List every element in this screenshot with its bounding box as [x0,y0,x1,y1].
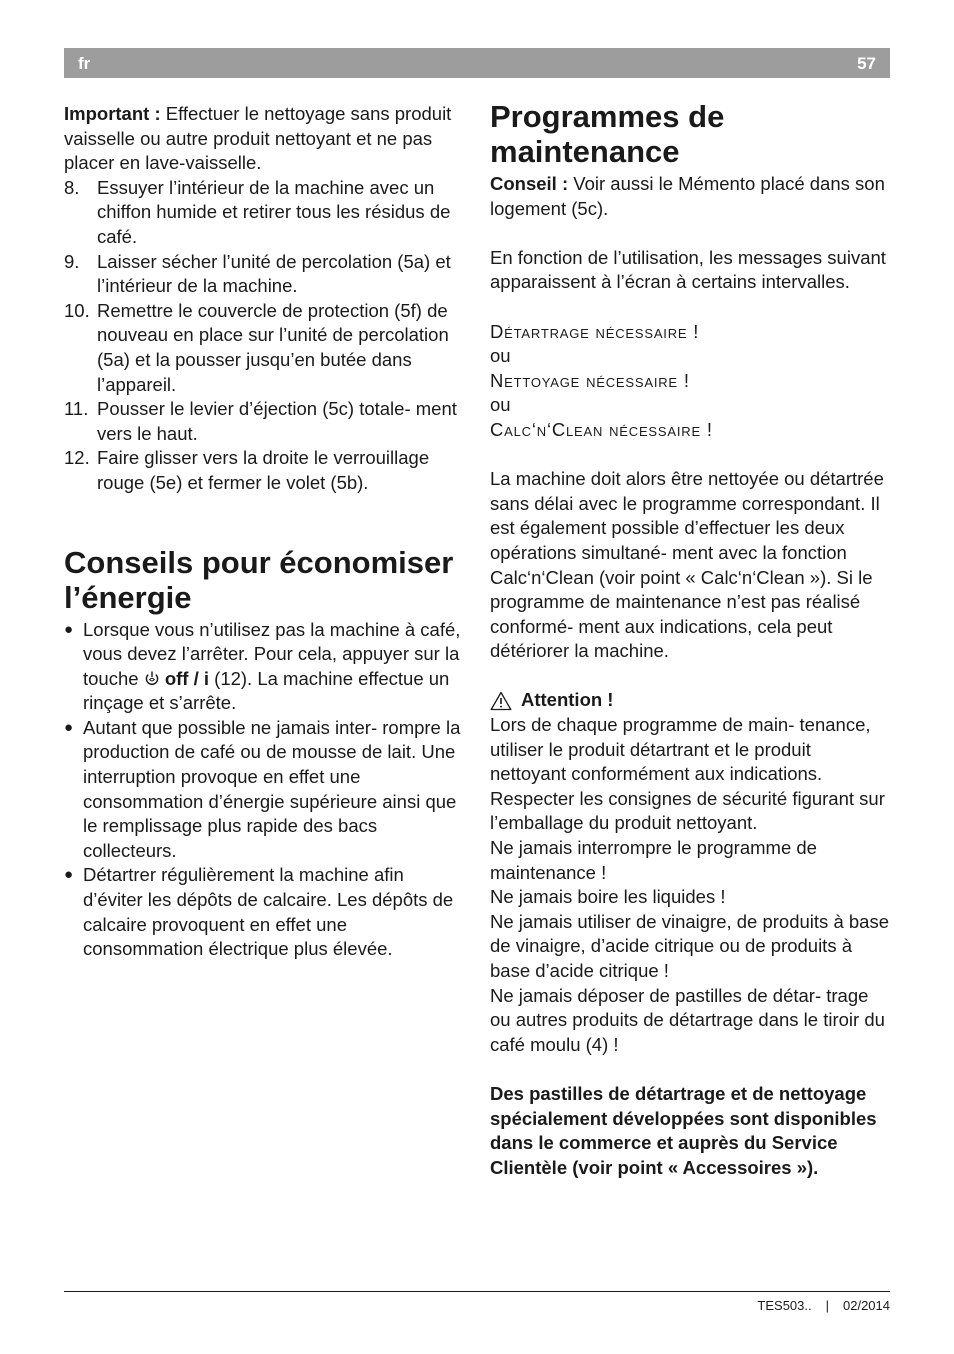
tip-text [83,618,468,716]
important-label: Important : [64,103,161,124]
list-item [64,176,468,250]
message-cleaning: Nettoyage nécessaire ! [490,369,690,391]
bullet-icon: ● [64,866,74,884]
attention-text: Lors de chaque programme de main- tenance, utiliser le produit détartrant et le produit nettoyant conformément aux indications. Respecter les consignes de sécurité figurant sur l’emballage du produit nettoyant. [490,714,885,834]
cleaning-steps [64,176,468,496]
message-calcnclean: Calc‘n‘Clean nécessaire ! [490,418,713,440]
page-number: 57 [857,54,876,73]
right-column [490,99,890,1180]
body-paragraph: La machine doit alors être nettoyée ou détartrée sans délai avec le programme correspondant. Il est également possible d’effectuer les deux opérations simultané- ment avec la fonction Calc‘n‘Clean (voir point « Calc‘n‘Clean »). Si le programme de maintenance n’est pas réalisé conformé- ment aux indications, cela peut détériorer la machine. [490,468,884,662]
attention-heading [490,688,890,713]
or-label: ou [490,345,511,367]
attention-text: Ne jamais déposer de pastilles de détar- trage ou autres produits de détartrage dans le tiroir du café moulu (4) ! [490,984,885,1055]
step-text: Remettre le couvercle de protection (5f) de nouveau en place sur l’unité de percolation (5a) et la pousser jusqu’en butée dans l’appareil. [97,299,449,395]
tip-text-part: (12). La machine effectue un rinçage et s’arrête. [83,667,450,714]
step-text: Laisser sécher l’unité de percolation (5a) et l’intérieur de la machine. [97,250,451,297]
step-text: Faire glisser vers la droite le verrouillage rouge (5e) et fermer le volet (5b). [97,447,430,493]
step-text: Pousser le levier d’éjection (5c) totale- ment vers le haut. [97,398,457,444]
list-item [64,299,468,397]
bullet-icon: ● [64,620,74,638]
step-number: 9. [64,250,80,272]
step-number: 8. [64,176,80,198]
important-text: Effectuer le nettoyage sans produit vaisselle ou autre produit nettoyant et ne pas placer en lave-vaisselle. [64,103,452,174]
step-number: 11. [64,398,89,420]
footer-separator: | [825,1298,829,1313]
footer-divider [64,1291,890,1292]
attention-text: Ne jamais utiliser de vinaigre, de produits à base de vinaigre, d’acide citrique ou de produits à base d’acide citrique ! [490,910,889,981]
step-number: 10. [64,299,90,321]
list-item [64,250,468,299]
list-item [64,397,468,446]
intro-paragraph: En fonction de l’utilisation, les messages suivant apparaissent à l’écran à certains intervalles. [490,246,886,293]
step-number: 12. [64,447,90,469]
closing-note: Des pastilles de détartrage et de nettoyage spécialement développées sont disponibles dans le commerce et auprès du Service Clientèle (voir point « Accessoires »). [490,1082,877,1178]
page-footer [757,1298,890,1313]
energy-section-title: Conseils pour économiser l’énergie [64,544,454,615]
publication-date: 02/2014 [843,1298,890,1313]
tip-text: Détartrer régulièrement la machine afin d’éviter les dépôts de calcaire. Les dépôts de calcaire provoquent en effet une consommation électrique plus élevée. [83,864,454,960]
conseil-text: Voir aussi le Mémento placé dans son logement (5c). [490,173,885,219]
energy-tips [64,618,468,962]
page-header [64,48,890,78]
tip-text-part: Lorsque vous n’utilisez pas la machine à café, vous devez l’arrêter. Pour cela, appuyer sur la touche [83,618,461,689]
list-item [64,716,468,864]
model-number: TES503.. [757,1298,812,1313]
warning-icon [490,691,512,711]
language-label: fr [78,54,91,73]
list-item [64,446,468,495]
left-column [64,102,468,962]
off-key-label: off / i [159,667,210,689]
step-text: Essuyer l’intérieur de la machine avec un chiffon humide et retirer tous les résidus de café. [97,176,451,247]
conseil-note [490,172,890,221]
power-icon [144,670,160,686]
important-note [64,102,468,176]
attention-text: Ne jamais boire les liquides ! [490,886,726,908]
bullet-icon: ● [64,718,74,736]
or-label: ou [490,394,511,416]
list-item [64,618,468,716]
maintenance-section-title: Programmes de maintenance [490,99,725,169]
attention-text: Ne jamais interrompre le programme de maintenance ! [490,837,817,883]
list-item [64,863,468,961]
attention-label: Attention ! [521,689,614,711]
tip-text: Autant que possible ne jamais inter- rompre la production de café ou de mousse de lait. Une interruption provoque en effet une consommation d’énergie supérieure ainsi que le remplissage plus rapide des bacs collecteurs. [83,716,461,861]
conseil-label: Conseil : [490,173,569,194]
message-descaling: Détartrage nécessaire ! [490,320,700,342]
